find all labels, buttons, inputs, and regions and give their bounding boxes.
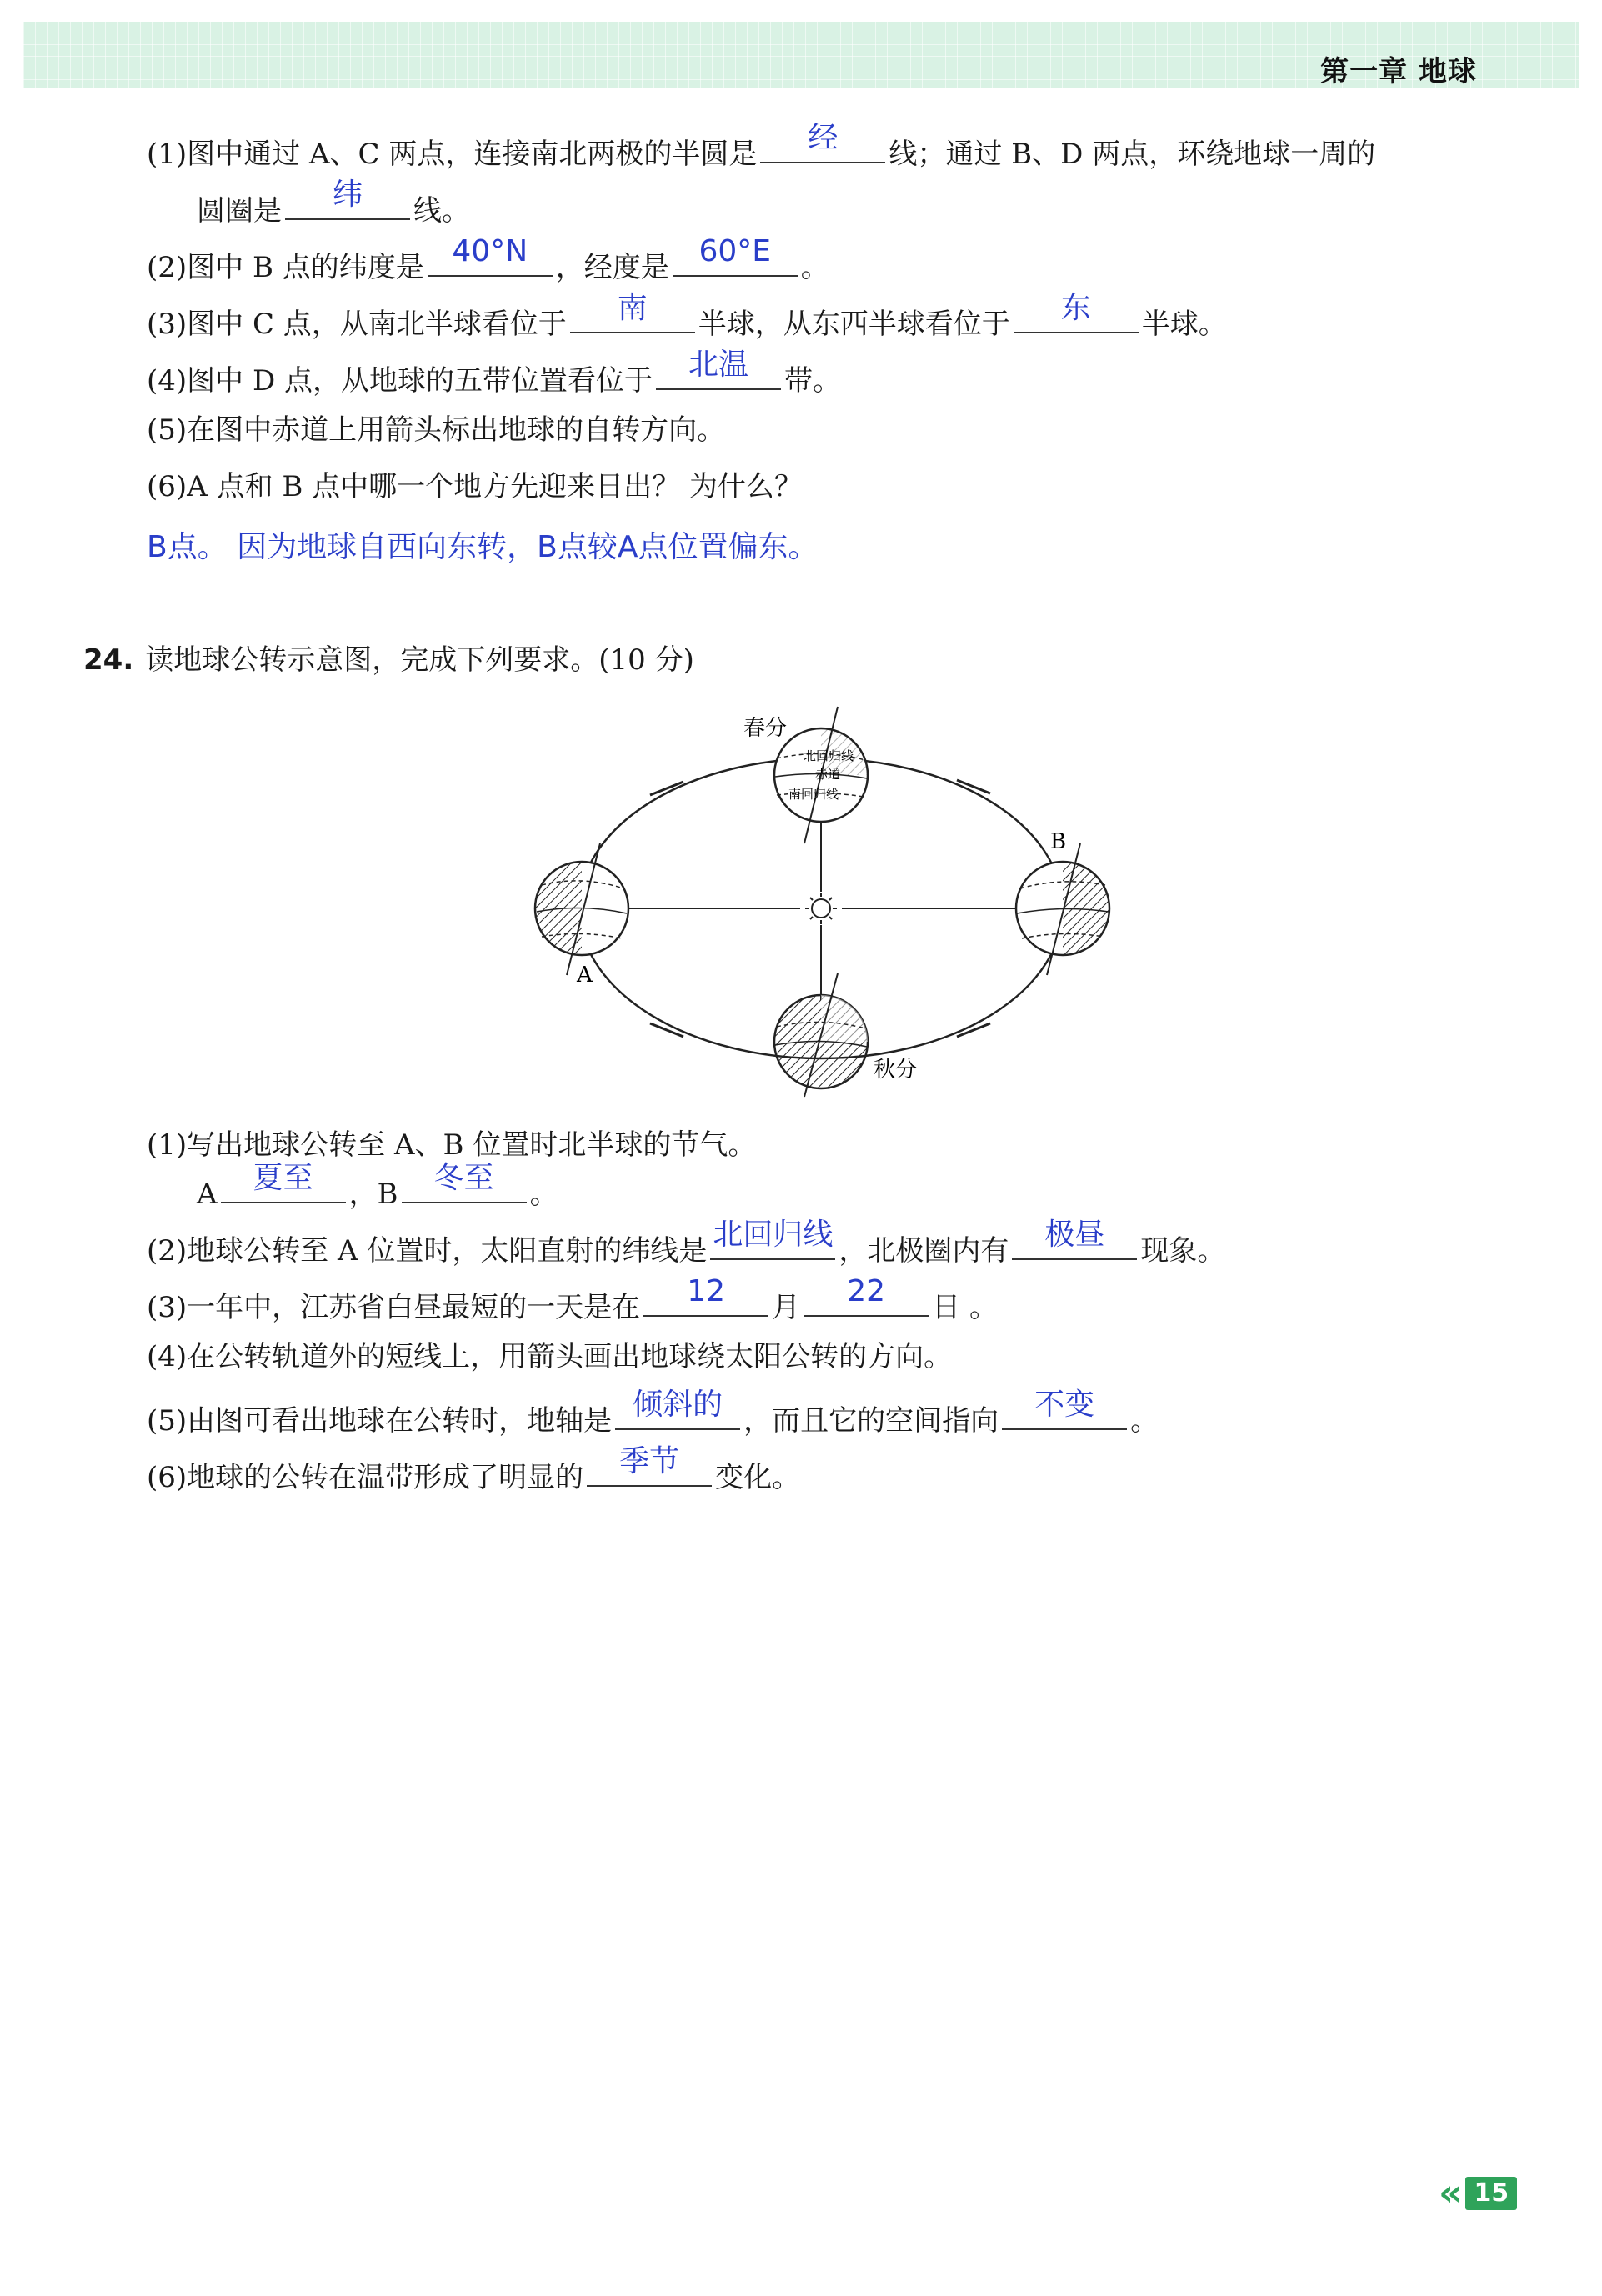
answer-blank: [402, 1161, 527, 1203]
q23-p3b: 半球，从东西半球看位于: [698, 308, 1010, 341]
globe-label-equator: 赤道: [815, 767, 841, 782]
answer-blank: [221, 1161, 346, 1203]
q24-part5: [147, 1388, 1159, 1439]
chapter-title: 第一章 地球: [1320, 55, 1477, 88]
answer-blank: [1002, 1388, 1127, 1430]
q23-p4a: (4)图中 D 点，从地球的五带位置看位于: [147, 364, 653, 398]
globe-label-tropic-north: 北回归线: [804, 748, 854, 763]
answer-text: 经: [808, 121, 839, 155]
answer-text: 12: [687, 1274, 726, 1308]
q23-p1b: 线；通过 B、D 两点，环绕地球一周的: [889, 138, 1376, 171]
globe-a: [535, 843, 628, 975]
answer-text: 冬至: [433, 1161, 494, 1195]
answer-blank: [710, 1218, 835, 1260]
q23-p2a: (2)图中 B 点的纬度是: [147, 251, 424, 284]
q23-part6-answer: B点。 因为地球自西向东转，B点较A点位置偏东。: [147, 530, 819, 564]
globe-label-tropic-south: 南回归线: [788, 787, 839, 802]
answer-blank: [615, 1388, 740, 1430]
label-a: A: [577, 963, 593, 988]
q24-number: 24.: [83, 643, 134, 677]
q23-p3a: (3)图中 C 点，从南北半球看位于: [147, 308, 567, 341]
q24-part4: (4)在公转轨道外的短线上，用箭头画出地球绕太阳公转的方向。: [147, 1340, 953, 1373]
answer-text: 极昼: [1044, 1218, 1105, 1252]
q24-p2b: ，北极圈内有: [839, 1234, 1009, 1268]
answer-text: 北温: [688, 348, 749, 382]
label-spring: 春分: [743, 716, 788, 741]
q23-p4b: 带。: [784, 364, 842, 398]
answer-text: 北回归线: [713, 1218, 834, 1252]
answer-text: 季节: [619, 1444, 680, 1478]
q24-title: [83, 642, 694, 678]
q24-p6b: 变化。: [715, 1461, 801, 1494]
q23-p2b: ，经度是: [555, 251, 669, 284]
answer-blank: [587, 1444, 712, 1487]
q24-p5c: 。: [1130, 1404, 1159, 1438]
answer-blank: [1012, 1218, 1137, 1260]
answer-blank: [804, 1274, 929, 1317]
answer-blank: [760, 121, 885, 163]
q24-part1: (1)写出地球公转至 A、B 位置时北半球的节气。: [147, 1128, 757, 1162]
answer-text: 南: [617, 291, 648, 325]
q24-p6a: (6)地球的公转在温带形成了明显的: [147, 1461, 584, 1494]
answer-text: 夏至: [253, 1161, 313, 1195]
page-number: 15: [1465, 2177, 1517, 2210]
q23-p1d: 线。: [413, 194, 470, 228]
label-b: B: [1050, 829, 1067, 854]
q23-part6: (6)A 点和 B 点中哪一个地方先迎来日出？ 为什么？: [147, 470, 803, 503]
q23-part4: [147, 348, 842, 399]
answer-blank: [428, 234, 553, 277]
earth-revolution-diagram: [517, 700, 1134, 1100]
q24-p1-end: 。: [529, 1178, 558, 1211]
answer-text: 纬: [332, 178, 363, 212]
q24-part3: [147, 1274, 998, 1326]
q24-p2a: (2)地球公转至 A 位置时，太阳直射的纬线是: [147, 1234, 708, 1268]
answer-text: 22: [847, 1274, 886, 1308]
q23-part2: [147, 234, 829, 286]
q23-p2c: 。: [800, 251, 829, 284]
answer-text: 东: [1060, 291, 1091, 325]
q23-part1-line1: [147, 121, 1376, 173]
answer-blank: [570, 291, 695, 333]
globe-b: [1016, 843, 1109, 975]
q23-part1-line2: [197, 178, 470, 229]
q24-p3b: 月: [772, 1291, 801, 1324]
chevron-left-icon: «: [1439, 2172, 1451, 2214]
q23-p3c: 半球。: [1141, 308, 1227, 341]
q24-part2: [147, 1218, 1226, 1269]
answer-blank: [1014, 291, 1139, 333]
q24-title-text: 读地球公转示意图，完成下列要求。(10 分): [145, 643, 694, 677]
q23-part5: (5)在图中赤道上用箭头标出地球的自转方向。: [147, 413, 726, 447]
q24-p5b: ，而且它的空间指向: [743, 1404, 999, 1438]
answer-blank: [673, 234, 798, 277]
answer-blank: [643, 1274, 768, 1317]
answer-text: 倾斜的: [633, 1388, 723, 1422]
q24-part6: [147, 1444, 801, 1496]
q23-p1a: (1)图中通过 A、C 两点，连接南北两极的半圆是: [147, 138, 758, 171]
page-number-badge: [1439, 2172, 1517, 2214]
answer-text: 不变: [1034, 1388, 1095, 1422]
answer-text: 40°N: [452, 234, 528, 268]
q23-p1c: 圆圈是: [197, 194, 282, 228]
q24-p3c: 日 。: [932, 1291, 998, 1324]
answer-text: 60°E: [698, 234, 772, 268]
answer-blank: [656, 348, 781, 390]
q24-p1-b-label: ，B: [348, 1178, 398, 1211]
sun-icon: [805, 893, 837, 924]
label-autumn: 秋分: [874, 1058, 918, 1083]
q24-p2c: 现象。: [1140, 1234, 1226, 1268]
q23-part3: [147, 291, 1227, 343]
q24-p5a: (5)由图可看出地球在公转时，地轴是: [147, 1404, 613, 1438]
q24-part1-answers: [197, 1161, 558, 1213]
q24-p1-a-label: A: [197, 1178, 218, 1211]
q24-p3a: (3)一年中，江苏省白昼最短的一天是在: [147, 1291, 641, 1324]
answer-blank: [285, 178, 410, 220]
